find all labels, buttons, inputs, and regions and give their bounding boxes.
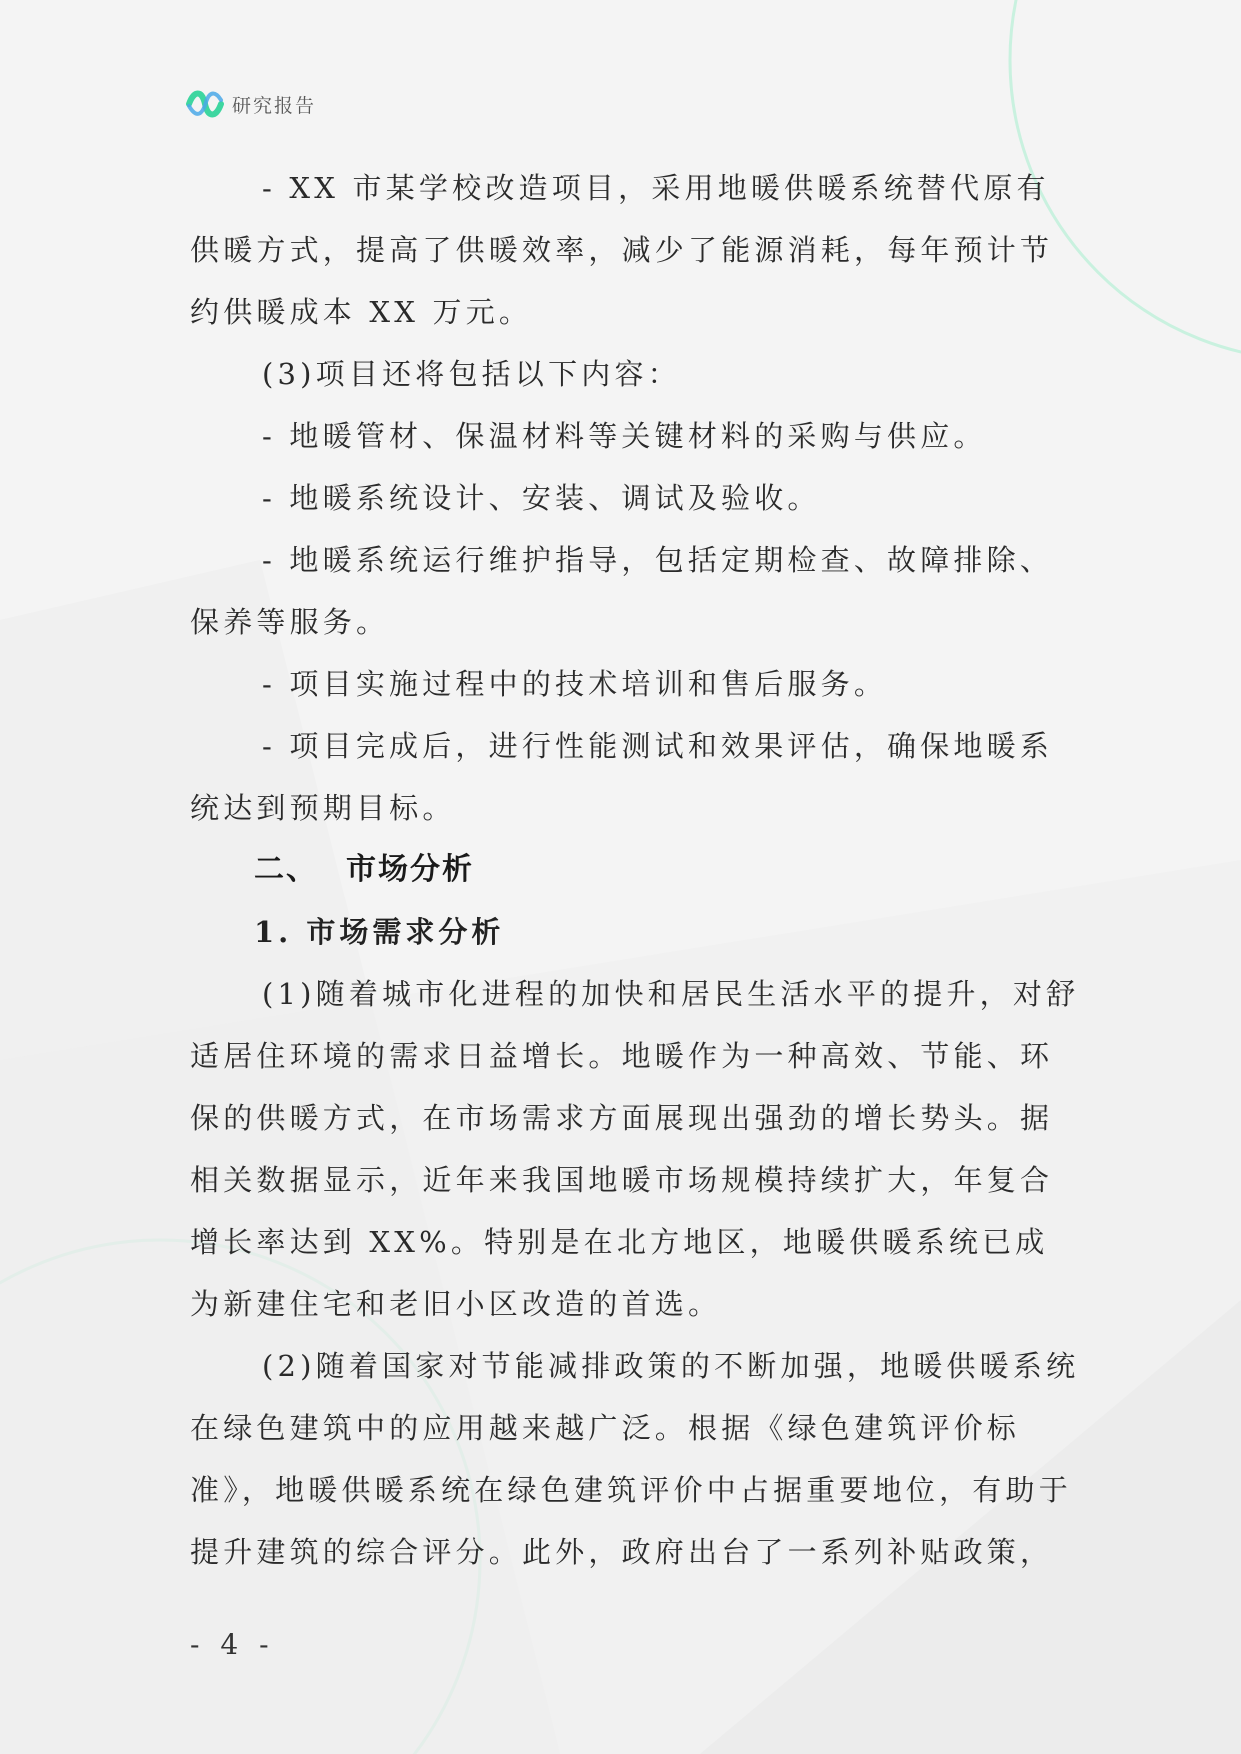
paragraph-testing: - 项目完成后，进行性能测试和效果评估，确保地暖系统达到预期目标。	[190, 729, 1054, 825]
report-header	[186, 88, 316, 120]
document-body	[190, 157, 1080, 1583]
section-title: 市场分析	[346, 852, 474, 887]
paragraph-training: - 项目实施过程中的技术培训和售后服务。	[262, 667, 888, 701]
subsection-heading: 1. 市场需求分析	[254, 915, 505, 949]
section-heading	[190, 839, 1080, 901]
paragraph-scope-intro: (3)项目还将包括以下内容：	[262, 357, 681, 391]
paragraph-materials: - 地暖管材、保温材料等关键材料的采购与供应。	[262, 419, 987, 453]
header-label: 研究报告	[232, 94, 317, 117]
brand-logo-icon	[186, 88, 224, 120]
paragraph-market-demand-2: (2)随着国家对节能减排政策的不断加强，地暖供暖系统在绿色建筑中的应用越来越广泛。根据《绿色建筑评价标准》，地暖供暖系统在绿色建筑评价中占据重要地位，有助于提升建筑的综合评分。此外，政府出台了一系列补贴政策，	[190, 1349, 1080, 1569]
page-number: - 4 -	[190, 1628, 275, 1661]
section-number: 二、	[254, 852, 318, 887]
paragraph-design-install: - 地暖系统设计、安装、调试及验收。	[262, 481, 821, 515]
paragraph-market-demand-1: (1)随着城市化进程的加快和居民生活水平的提升，对舒适居住环境的需求日益增长。地暖作为一种高效、节能、环保的供暖方式，在市场需求方面展现出强劲的增长势头。据相关数据显示，近年来我国地暖市场规模持续扩大，年复合增长率达到 XX%。特别是在北方地区，地暖供暖系统已成为新建住宅和老旧小区改造的首选。	[190, 977, 1080, 1321]
paragraph-school-project: - XX 市某学校改造项目，采用地暖供暖系统替代原有供暖方式，提高了供暖效率，减少了能源消耗，每年预计节约供暖成本 XX 万元。	[190, 171, 1054, 329]
paragraph-maintenance: - 地暖系统运行维护指导，包括定期检查、故障排除、保养等服务。	[190, 543, 1054, 639]
